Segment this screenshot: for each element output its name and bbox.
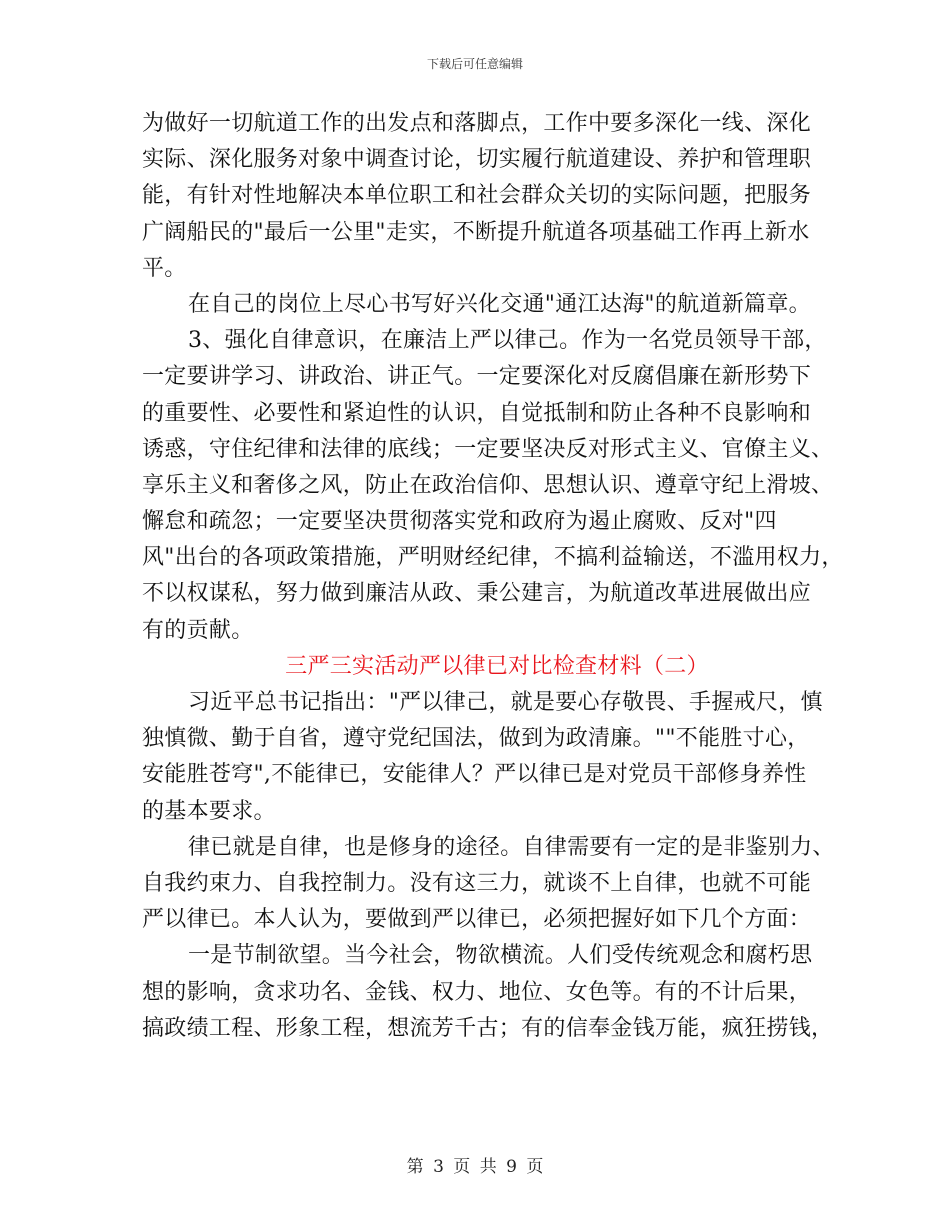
paragraph-line: 不以权谋私，努力做到廉洁从政、秉公建言，为航道改革进展做出应 <box>142 581 812 607</box>
paragraph-line: 独慎微、勤于自省，遵守党纪国法，做到为政清廉。""不能胜寸心， <box>142 726 810 752</box>
paragraph-line: 平。 <box>142 255 187 281</box>
document-body <box>142 106 844 1047</box>
paragraph-line: 的重要性、必要性和紧迫性的认识，自觉抵制和防止各种不良影响和 <box>142 400 812 426</box>
paragraph-line: 风"出台的各项政策措施，严明财经纪律，不搞利益输送，不滥用权力， <box>142 545 844 571</box>
paragraph-line: 诱惑，守住纪律和法律的底线；一定要坚决反对形式主义、官僚主义、 <box>142 436 834 462</box>
paragraph-line: 懈怠和疏忽；一定要坚决贯彻落实党和政府为遏止腐败、反对"四 <box>142 509 777 535</box>
section-heading: 三严三实活动严以律已对比检查材料（二） <box>285 653 709 679</box>
paragraph-line: 为做好一切航道工作的出发点和落脚点，工作中要多深化一线、深化 <box>142 111 812 136</box>
paragraph-line: 严以律已。本人认为，要做到严以律已，必须把握好如下几个方面： <box>142 907 812 933</box>
page-number: 第 3 页 共 9 页 <box>406 1157 544 1177</box>
paragraph-line: 一定要讲学习、讲政治、讲正气。一定要深化对反腐倡廉在新形势下 <box>142 364 812 390</box>
paragraph-line: 安能胜苍穹",不能律已，安能律人？严以律已是对党员干部修身养性 <box>142 762 807 788</box>
paragraph-line: 广阔船民的"最后一公里"走实，不断提升航道各项基础工作再上新水 <box>142 219 810 245</box>
paragraph-line: 想的影响，贪求功名、金钱、权力、地位、女色等。有的不计后果， <box>142 979 812 1005</box>
paragraph-line: 习近平总书记指出："严以律己，就是要心存敬畏、手握戒尺，慎 <box>188 690 823 715</box>
paragraph-line: 自我约束力、自我控制力。没有这三力，就谈不上自律，也就不可能 <box>142 870 812 896</box>
paragraph-line: 3、强化自律意识，在廉洁上严以律己。作为一名党员领导干部， <box>188 328 827 354</box>
page-header: 下载后可任意编辑 <box>426 57 523 71</box>
paragraph-line: 一是节制欲望。当今社会，物欲横流。人们受传统观念和腐朽思 <box>188 943 813 969</box>
paragraph-line: 搞政绩工程、形象工程，想流芳千古；有的信奉金钱万能，疯狂捞钱， <box>142 1015 834 1041</box>
paragraph-line: 有的贡献。 <box>142 617 254 643</box>
paragraph-line: 实际、深化服务对象中调查讨论，切实履行航道建设、养护和管理职 <box>142 147 812 173</box>
paragraph-line: 享乐主义和奢侈之风，防止在政治信仰、思想认识、遵章守纪上滑坡、 <box>142 472 834 498</box>
paragraph-line: 在自己的岗位上尽心书写好兴化交通"通江达海"的航道新篇章。 <box>188 291 811 317</box>
paragraph-line: 能，有针对性地解决本单位职工和社会群众关切的实际问题，把服务 <box>142 183 812 209</box>
paragraph-line: 律已就是自律，也是修身的途径。自律需要有一定的是非鉴别力、 <box>188 834 835 860</box>
paragraph-line: 的基本要求。 <box>142 798 276 824</box>
